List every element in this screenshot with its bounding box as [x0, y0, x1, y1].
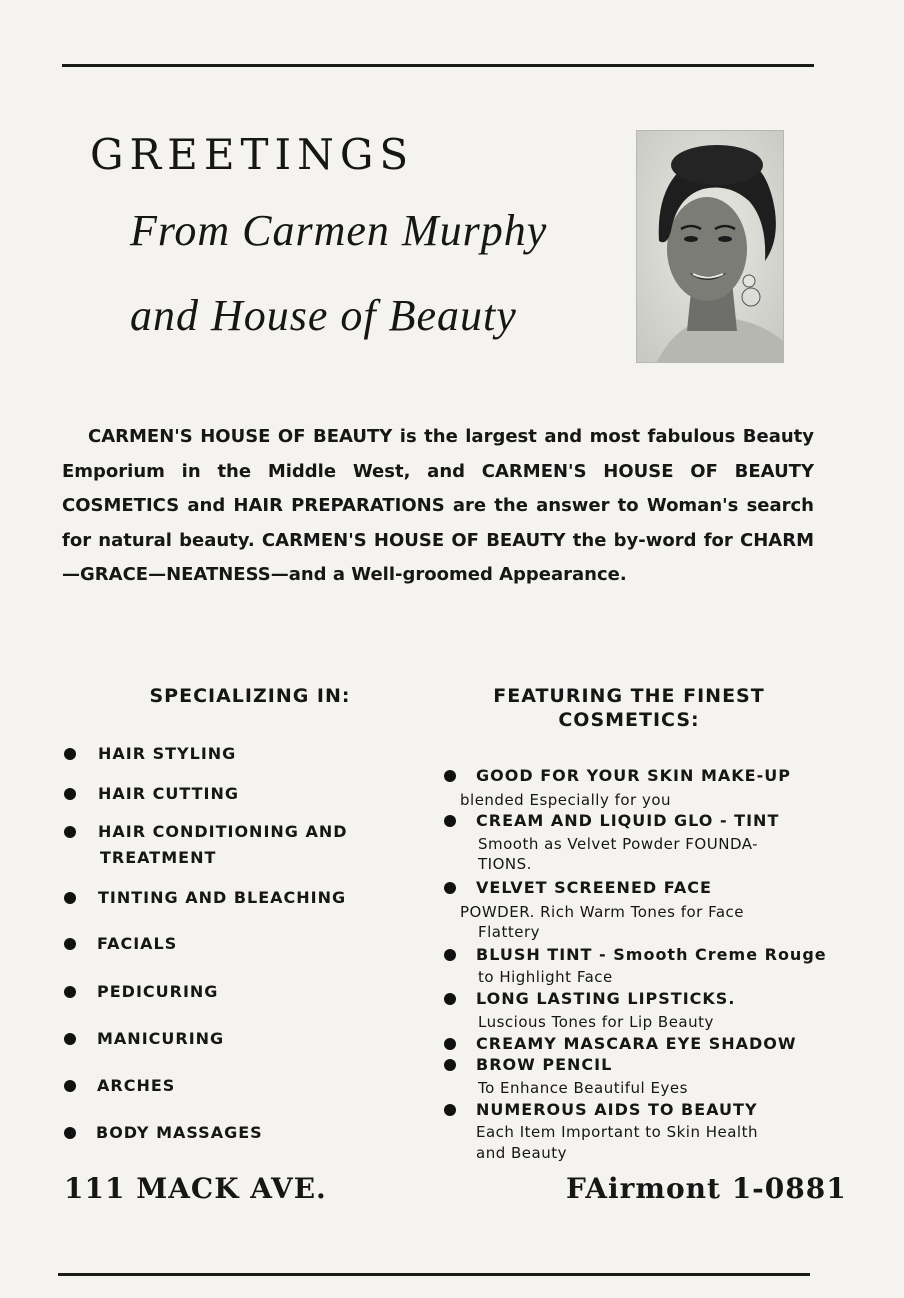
service-item: TINTING AND BLEACHING	[98, 888, 347, 907]
script-line-2: and House of Beauty	[130, 291, 517, 340]
greeting-title: GREETINGS	[90, 130, 415, 179]
cosmetic-item-desc: and Beauty	[476, 1144, 567, 1162]
script-line-1: From Carmen Murphy	[130, 206, 548, 255]
bullet-dot-icon	[444, 770, 456, 782]
featuring-heading-line-1: FEATURING THE FINEST	[493, 685, 765, 707]
cosmetic-item-title: VELVET SCREENED FACE	[476, 878, 712, 897]
portrait-illustration	[637, 131, 783, 362]
bullet-dot-icon	[64, 748, 76, 760]
bullet-dot-icon	[64, 788, 76, 800]
bullet-dot-icon	[444, 1104, 456, 1116]
bullet-dot-icon	[444, 1059, 456, 1071]
bullet-dot-icon	[64, 986, 76, 998]
cosmetic-item-desc: to Highlight Face	[478, 968, 613, 986]
bottom-rule	[58, 1273, 810, 1276]
bullet-dot-icon	[64, 1033, 76, 1045]
top-rule	[62, 64, 814, 67]
service-item: HAIR CUTTING	[98, 784, 240, 803]
bullet-dot-icon	[64, 892, 76, 904]
bullet-dot-icon	[444, 949, 456, 961]
bullet-dot-icon	[444, 882, 456, 894]
service-item: ARCHES	[97, 1076, 176, 1095]
service-item: PEDICURING	[97, 982, 219, 1001]
service-item-continued: TREATMENT	[100, 848, 217, 867]
bullet-dot-icon	[64, 1127, 76, 1139]
cosmetic-item-title: LONG LASTING LIPSTICKS.	[476, 989, 736, 1008]
cosmetic-item-title: GOOD FOR YOUR SKIN MAKE-UP	[476, 766, 791, 785]
portrait-photo	[636, 130, 784, 363]
cosmetic-item-title: BROW PENCIL	[476, 1055, 613, 1074]
cosmetic-item-desc: Luscious Tones for Lip Beauty	[478, 1013, 714, 1031]
cosmetic-item-title: NUMEROUS AIDS TO BEAUTY	[476, 1100, 758, 1119]
service-item: FACIALS	[97, 934, 178, 953]
cosmetic-item-title: CREAMY MASCARA EYE SHADOW	[476, 1034, 797, 1053]
featuring-heading-line-2: COSMETICS:	[558, 709, 700, 731]
cosmetic-item-desc: POWDER. Rich Warm Tones for Face	[460, 903, 745, 921]
intro-paragraph: CARMEN'S HOUSE OF BEAUTY is the largest and most fabulous Beauty Emporium in the Middle West, and CARMEN'S HOUSE OF BEAUTY COSMETICS and HAIR PREPARATIONS are the answer to Woman's search for natural beauty. CARMEN'S HOUSE OF BEAUTY the by-word for CHARM—GRACE—NEATNESS—and a Well-groomed Appearance.	[62, 426, 814, 585]
cosmetic-item-desc: Each Item Important to Skin Health	[476, 1123, 758, 1141]
cosmetic-item-desc: blended Especially for you	[460, 791, 672, 809]
cosmetic-item-title: BLUSH TINT - Smooth Creme Rouge	[476, 945, 827, 964]
bullet-dot-icon	[444, 993, 456, 1005]
service-item: MANICURING	[97, 1029, 225, 1048]
featuring-heading	[448, 684, 810, 732]
service-item: HAIR STYLING	[98, 744, 237, 763]
cosmetic-item-title: CREAM AND LIQUID GLO - TINT	[476, 811, 780, 830]
bullet-dot-icon	[64, 1080, 76, 1092]
address: 111 MACK AVE.	[64, 1172, 327, 1205]
cosmetic-item-desc: Smooth as Velvet Powder FOUNDA-	[478, 835, 759, 853]
bullet-dot-icon	[444, 1038, 456, 1050]
service-item: BODY MASSAGES	[96, 1123, 263, 1142]
cosmetic-item-desc: To Enhance Beautiful Eyes	[478, 1079, 688, 1097]
phone-number: FAirmont 1-0881	[566, 1172, 847, 1205]
cosmetic-item-desc: TIONS.	[478, 855, 532, 873]
cosmetic-item-desc: Flattery	[478, 923, 541, 941]
bullet-dot-icon	[64, 826, 76, 838]
bullet-dot-icon	[64, 938, 76, 950]
specializing-heading: SPECIALIZING IN:	[149, 685, 351, 707]
bullet-dot-icon	[444, 815, 456, 827]
service-item: HAIR CONDITIONING AND	[98, 822, 348, 841]
